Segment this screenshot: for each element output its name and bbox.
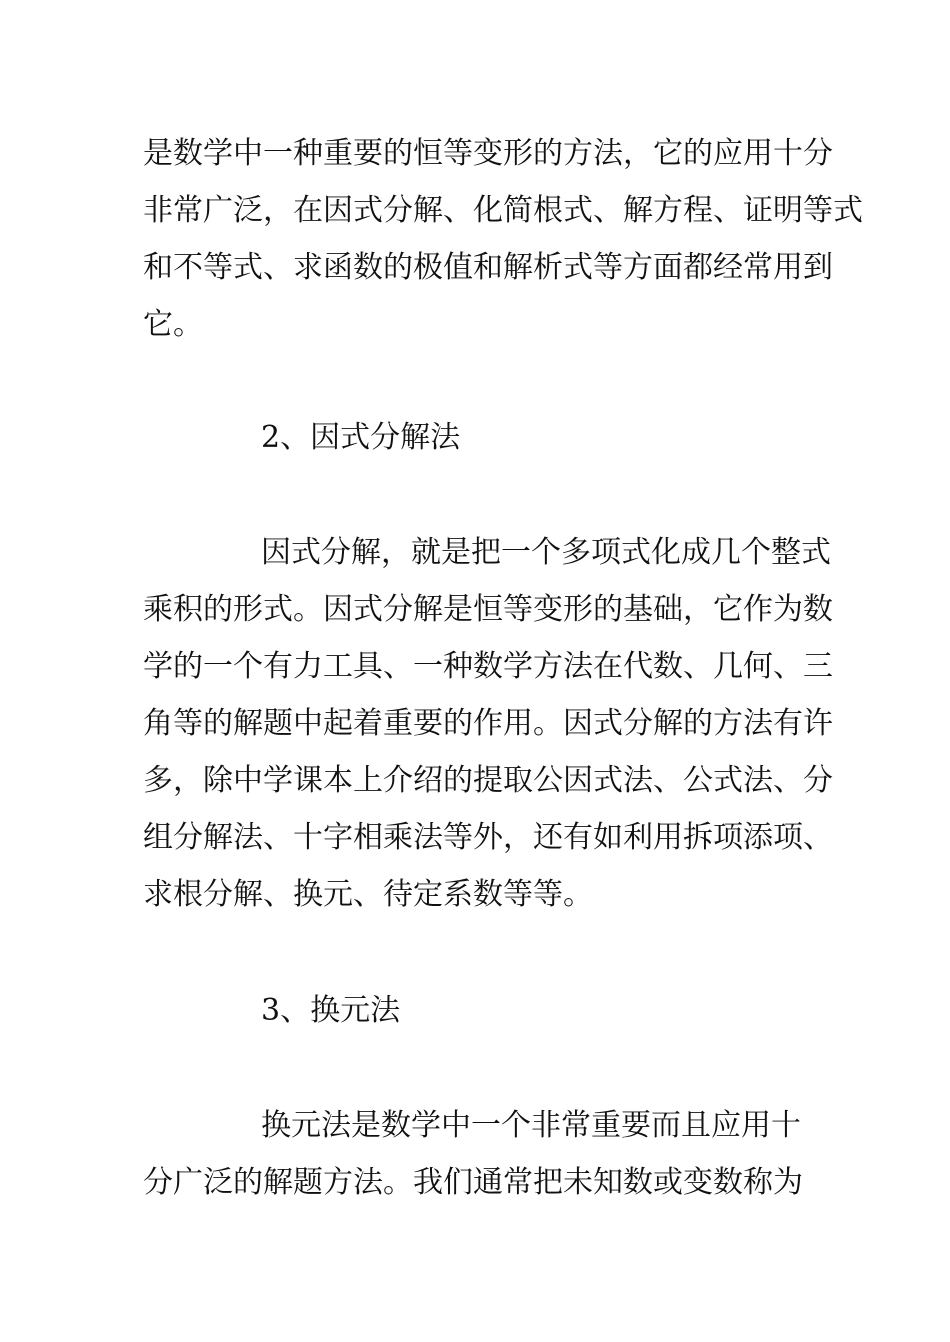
section-heading-factorization — [143, 409, 813, 466]
section-heading-substitution — [143, 982, 813, 1039]
paragraph-line: 角等的解题中起着重要的作用。因式分解的方法有许 — [143, 706, 833, 741]
heading-text: 2、因式分解法 — [261, 420, 461, 455]
paragraph-line: 换元法是数学中一个非常重要而且应用十 — [261, 1108, 801, 1143]
paragraph-line: 是数学中一种重要的恒等变形的方法，它的应用十分 — [143, 136, 833, 171]
paragraph-line: 它。 — [143, 307, 203, 342]
paragraph-line: 非常广泛，在因式分解、化简根式、解方程、证明等式 — [143, 193, 863, 228]
paragraph-line: 组分解法、十字相乘法等外，还有如利用拆项添项、 — [143, 820, 833, 855]
heading-text: 3、换元法 — [261, 993, 401, 1028]
paragraph-intro — [143, 125, 863, 353]
paragraph-factorization — [143, 524, 833, 923]
paragraph-line: 多，除中学课本上介绍的提取公因式法、公式法、分 — [143, 763, 833, 798]
paragraph-line: 分广泛的解题方法。我们通常把未知数或变数称为 — [143, 1165, 803, 1200]
paragraph-line: 和不等式、求函数的极值和解析式等方面都经常用到 — [143, 250, 833, 285]
paragraph-substitution — [143, 1097, 813, 1211]
paragraph-line: 学的一个有力工具、一种数学方法在代数、几何、三 — [143, 649, 833, 684]
paragraph-line: 因式分解，就是把一个多项式化成几个整式 — [261, 535, 831, 570]
paragraph-line: 乘积的形式。因式分解是恒等变形的基础，它作为数 — [143, 592, 833, 627]
paragraph-line: 求根分解、换元、待定系数等等。 — [143, 877, 593, 912]
